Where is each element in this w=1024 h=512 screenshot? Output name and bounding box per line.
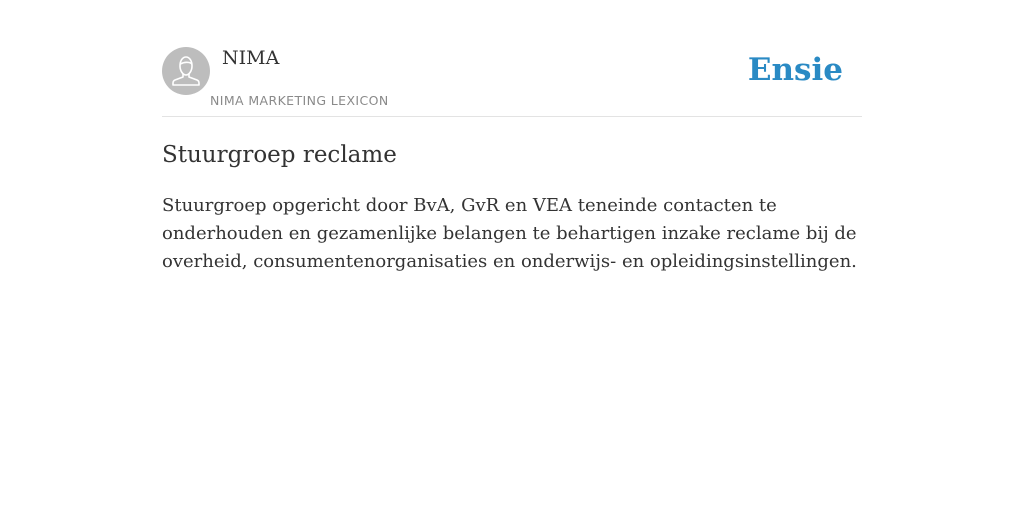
user-silhouette-icon	[162, 47, 210, 95]
avatar[interactable]	[162, 47, 210, 95]
author-name[interactable]: NIMA	[222, 47, 280, 69]
ensie-logo[interactable]: Ensie	[747, 52, 843, 88]
page-container	[162, 0, 862, 512]
header	[162, 0, 862, 117]
entry-definition: Stuurgroep opgericht door BvA, GvR en VEA teneinde contacten te onderhouden en gezamenlijke belangen te behartigen inzake reclame bij de overheid, consumentenorganisaties en onderwijs- en opleidingsinstellingen.	[162, 195, 857, 272]
entry-title: Stuurgroep reclame	[162, 142, 397, 168]
source-label[interactable]: NIMA MARKETING LEXICON	[210, 93, 389, 108]
